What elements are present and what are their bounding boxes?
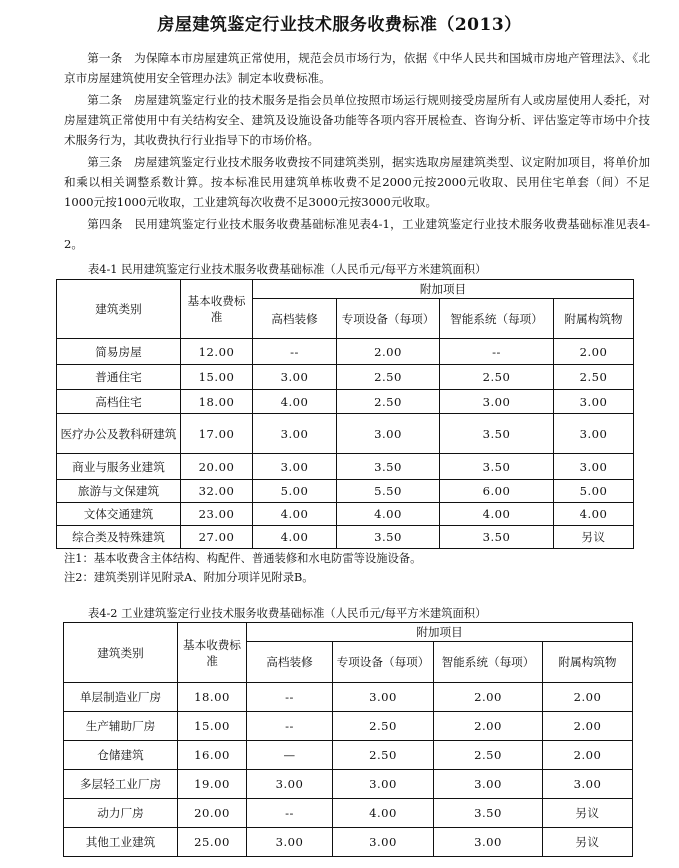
cell-high-decor: 4.00 — [253, 390, 337, 414]
cell-smart-system: 3.50 — [440, 526, 554, 549]
cell-smart-system: 3.00 — [440, 390, 554, 414]
header-additional: 附加项目 — [253, 280, 634, 299]
table-row — [64, 828, 633, 857]
header-ancillary: 附属构筑物 — [554, 299, 634, 339]
cell-high-decor: — — [247, 741, 333, 770]
cell-special-equip: 5.50 — [337, 480, 440, 503]
cell-smart-system: 3.50 — [440, 454, 554, 480]
cell-special-equip: 2.50 — [333, 741, 434, 770]
cell-base-fee: 18.00 — [178, 683, 247, 712]
cell-base-fee: 27.00 — [181, 526, 253, 549]
cell-special-equip: 4.00 — [333, 799, 434, 828]
cell-ancillary: 2.00 — [543, 741, 633, 770]
table1-note-2: 注2：建筑类别详见附录A、附加分项详见附录B。 — [64, 571, 314, 584]
table-row — [57, 414, 634, 454]
cell-high-decor: -- — [247, 799, 333, 828]
cell-ancillary: 2.00 — [543, 712, 633, 741]
cell-category: 仓储建筑 — [64, 741, 178, 770]
cell-smart-system: 4.00 — [440, 503, 554, 526]
cell-base-fee: 20.00 — [178, 799, 247, 828]
table-row — [64, 770, 633, 799]
cell-special-equip: 3.50 — [337, 526, 440, 549]
cell-smart-system: 3.50 — [434, 799, 543, 828]
cell-ancillary: 2.00 — [554, 339, 634, 365]
cell-special-equip: 3.00 — [333, 770, 434, 799]
header-special-equip: 专项设备（每项） — [337, 299, 440, 339]
header-additional: 附加项目 — [247, 623, 633, 642]
cell-base-fee: 19.00 — [178, 770, 247, 799]
cell-high-decor: -- — [247, 712, 333, 741]
cell-category: 单层制造业厂房 — [64, 683, 178, 712]
cell-category: 综合类及特殊建筑 — [57, 526, 181, 549]
cell-smart-system: 6.00 — [440, 480, 554, 503]
cell-category: 医疗办公及教科研建筑 — [57, 414, 181, 454]
cell-special-equip: 2.50 — [333, 712, 434, 741]
document-title: 房屋建筑鉴定行业技术服务收费标准（2013） — [157, 15, 522, 35]
cell-base-fee: 20.00 — [181, 454, 253, 480]
cell-ancillary: 2.00 — [543, 683, 633, 712]
cell-high-decor: 3.00 — [253, 454, 337, 480]
table2-caption: 表4-2 工业建筑鉴定行业技术服务收费基础标准（人民币元/每平方米建筑面积） — [88, 607, 487, 620]
cell-high-decor: 3.00 — [253, 414, 337, 454]
table-row — [57, 365, 634, 390]
cell-base-fee: 23.00 — [181, 503, 253, 526]
cell-high-decor: 3.00 — [247, 828, 333, 857]
cell-smart-system: 3.50 — [440, 414, 554, 454]
table-row — [57, 390, 634, 414]
cell-base-fee: 32.00 — [181, 480, 253, 503]
cell-high-decor: -- — [247, 683, 333, 712]
cell-high-decor: 5.00 — [253, 480, 337, 503]
table-row — [64, 683, 633, 712]
cell-ancillary: 4.00 — [554, 503, 634, 526]
cell-special-equip: 2.00 — [337, 339, 440, 365]
cell-ancillary: 3.00 — [554, 414, 634, 454]
header-smart-system: 智能系统（每项） — [440, 299, 554, 339]
table-row — [57, 480, 634, 503]
cell-base-fee: 12.00 — [181, 339, 253, 365]
cell-smart-system: 3.00 — [434, 828, 543, 857]
table-row — [64, 712, 633, 741]
cell-smart-system: 3.00 — [434, 770, 543, 799]
cell-smart-system: 2.00 — [434, 712, 543, 741]
cell-base-fee: 17.00 — [181, 414, 253, 454]
cell-high-decor: 3.00 — [253, 365, 337, 390]
article-4: 第四条 民用建筑鉴定行业技术服务收费基础标准见表4-1，工业建筑鉴定行业技术服务收费基础标准见表4-2。 — [64, 217, 650, 251]
cell-category: 普通住宅 — [57, 365, 181, 390]
cell-special-equip: 2.50 — [337, 390, 440, 414]
cell-high-decor: 4.00 — [253, 503, 337, 526]
cell-special-equip: 3.00 — [337, 414, 440, 454]
cell-ancillary: 2.50 — [554, 365, 634, 390]
header-high-decor: 高档装修 — [253, 299, 337, 339]
article-2: 第二条 房屋建筑鉴定行业的技术服务是指会员单位按照市场运行规则接受房屋所有人或房屋使用人委托，对房屋建筑正常使用中有关结构安全、建筑及设施设备功能等各项内容开展检查、咨询分析、评估鉴定等市场中介技术服务行为，其收费执行行业指导下的市场价格。 — [64, 93, 650, 147]
header-base-fee: 基本收费标准 — [181, 280, 253, 339]
article-3: 第三条 房屋建筑鉴定行业技术服务收费按不同建筑类别，据实选取房屋建筑类型、议定附加项目，将单价加和乘以相关调整系数计算。按本标准民用建筑单栋收费不足2000元按2000元收取、民用住宅单套（间）不足1000元按1000元收取，工业建筑每次收费不足3000元按3000元收取。 — [64, 155, 650, 209]
cell-category: 动力厂房 — [64, 799, 178, 828]
civil-building-fee-table — [56, 279, 634, 549]
industrial-building-fee-table — [63, 622, 633, 857]
cell-category: 高档住宅 — [57, 390, 181, 414]
header-category: 建筑类别 — [57, 280, 181, 339]
cell-base-fee: 18.00 — [181, 390, 253, 414]
cell-base-fee: 16.00 — [178, 741, 247, 770]
cell-high-decor: 4.00 — [253, 526, 337, 549]
cell-base-fee: 15.00 — [181, 365, 253, 390]
cell-ancillary: 另议 — [543, 828, 633, 857]
cell-ancillary: 另议 — [543, 799, 633, 828]
cell-ancillary: 3.00 — [554, 390, 634, 414]
table-row — [57, 454, 634, 480]
cell-special-equip: 2.50 — [337, 365, 440, 390]
body-paragraphs — [64, 48, 650, 256]
table-row — [57, 339, 634, 365]
header-special-equip: 专项设备（每项） — [333, 642, 434, 683]
cell-base-fee: 25.00 — [178, 828, 247, 857]
cell-special-equip: 3.50 — [337, 454, 440, 480]
header-high-decor: 高档装修 — [247, 642, 333, 683]
cell-smart-system: 2.00 — [434, 683, 543, 712]
table-row — [57, 526, 634, 549]
cell-high-decor: 3.00 — [247, 770, 333, 799]
cell-special-equip: 4.00 — [337, 503, 440, 526]
cell-category: 商业与服务业建筑 — [57, 454, 181, 480]
article-1: 第一条 为保障本市房屋建筑正常使用，规范会员市场行为，依据《中华人民共和国城市房地产管理法》、《北京市房屋建筑使用安全管理办法》制定本收费标准。 — [64, 51, 650, 85]
cell-category: 旅游与文保建筑 — [57, 480, 181, 503]
cell-category: 其他工业建筑 — [64, 828, 178, 857]
table-row — [64, 741, 633, 770]
cell-smart-system: 2.50 — [434, 741, 543, 770]
cell-base-fee: 15.00 — [178, 712, 247, 741]
cell-ancillary: 另议 — [554, 526, 634, 549]
cell-category: 生产辅助厂房 — [64, 712, 178, 741]
cell-category: 简易房屋 — [57, 339, 181, 365]
header-smart-system: 智能系统（每项） — [434, 642, 543, 683]
table-row — [64, 799, 633, 828]
header-category: 建筑类别 — [64, 623, 178, 683]
cell-smart-system: -- — [440, 339, 554, 365]
cell-category: 多层轻工业厂房 — [64, 770, 178, 799]
cell-category: 文体交通建筑 — [57, 503, 181, 526]
cell-special-equip: 3.00 — [333, 683, 434, 712]
table1-caption: 表4-1 民用建筑鉴定行业技术服务收费基础标准（人民币元/每平方米建筑面积） — [88, 263, 487, 276]
cell-ancillary: 3.00 — [554, 454, 634, 480]
cell-smart-system: 2.50 — [440, 365, 554, 390]
header-ancillary: 附属构筑物 — [543, 642, 633, 683]
table-row — [57, 503, 634, 526]
cell-high-decor: -- — [253, 339, 337, 365]
cell-ancillary: 5.00 — [554, 480, 634, 503]
cell-ancillary: 3.00 — [543, 770, 633, 799]
cell-special-equip: 3.00 — [333, 828, 434, 857]
header-base-fee: 基本收费标准 — [178, 623, 247, 683]
table1-note-1: 注1：基本收费含主体结构、构配件、普通装修和水电防雷等设施设备。 — [64, 552, 422, 565]
